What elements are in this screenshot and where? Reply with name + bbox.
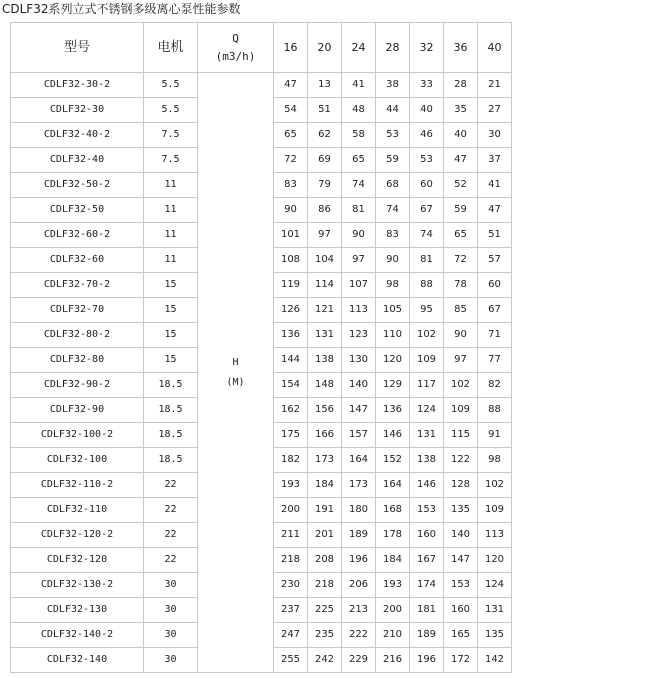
- head-value-cell: 79: [308, 173, 342, 198]
- head-value-cell: 77: [478, 348, 512, 373]
- head-value-cell: 119: [274, 273, 308, 298]
- motor-cell: 11: [144, 173, 198, 198]
- head-value-cell: 113: [342, 298, 376, 323]
- head-value-cell: 200: [376, 598, 410, 623]
- model-cell: CDLF32-140: [11, 648, 144, 673]
- head-value-cell: 82: [478, 373, 512, 398]
- head-value-cell: 110: [376, 323, 410, 348]
- head-value-cell: 153: [444, 573, 478, 598]
- head-value-cell: 37: [478, 148, 512, 173]
- head-value-cell: 230: [274, 573, 308, 598]
- head-value-cell: 38: [376, 73, 410, 98]
- head-value-cell: 156: [308, 398, 342, 423]
- head-value-cell: 47: [444, 148, 478, 173]
- flow-value-header: 24: [342, 23, 376, 73]
- flow-value-header: 36: [444, 23, 478, 73]
- flow-value-header: 20: [308, 23, 342, 73]
- head-value-cell: 242: [308, 648, 342, 673]
- table-row: [11, 73, 512, 98]
- head-value-cell: 53: [410, 148, 444, 173]
- model-cell: CDLF32-80-2: [11, 323, 144, 348]
- head-value-cell: 114: [308, 273, 342, 298]
- model-cell: CDLF32-30: [11, 98, 144, 123]
- head-value-cell: 191: [308, 498, 342, 523]
- model-cell: CDLF32-110-2: [11, 473, 144, 498]
- motor-cell: 22: [144, 523, 198, 548]
- motor-cell: 7.5: [144, 123, 198, 148]
- table-title: CDLF32系列立式不锈钢多级离心泵性能参数: [2, 2, 241, 16]
- head-value-cell: 129: [376, 373, 410, 398]
- head-value-cell: 51: [308, 98, 342, 123]
- flow-value-header: 32: [410, 23, 444, 73]
- head-value-cell: 102: [444, 373, 478, 398]
- head-value-cell: 206: [342, 573, 376, 598]
- table-body: [11, 23, 512, 673]
- model-cell: CDLF32-40: [11, 148, 144, 173]
- head-value-cell: 30: [478, 123, 512, 148]
- head-value-cell: 67: [410, 198, 444, 223]
- model-cell: CDLF32-120: [11, 548, 144, 573]
- head-value-cell: 21: [478, 73, 512, 98]
- head-value-cell: 175: [274, 423, 308, 448]
- model-header: 型号: [11, 23, 144, 73]
- head-value-cell: 98: [478, 448, 512, 473]
- model-cell: CDLF32-60-2: [11, 223, 144, 248]
- head-value-cell: 104: [308, 248, 342, 273]
- head-value-cell: 74: [342, 173, 376, 198]
- head-value-cell: 173: [342, 473, 376, 498]
- model-cell: CDLF32-30-2: [11, 73, 144, 98]
- head-value-cell: 101: [274, 223, 308, 248]
- head-value-cell: 189: [342, 523, 376, 548]
- head-value-cell: 65: [444, 223, 478, 248]
- head-value-cell: 51: [478, 223, 512, 248]
- head-value-cell: 57: [478, 248, 512, 273]
- head-value-cell: 68: [376, 173, 410, 198]
- head-value-cell: 85: [444, 298, 478, 323]
- head-value-cell: 182: [274, 448, 308, 473]
- head-value-cell: 86: [308, 198, 342, 223]
- head-value-cell: 181: [410, 598, 444, 623]
- motor-cell: 15: [144, 298, 198, 323]
- head-value-cell: 67: [478, 298, 512, 323]
- head-value-cell: 95: [410, 298, 444, 323]
- head-value-cell: 113: [478, 523, 512, 548]
- head-value-cell: 164: [342, 448, 376, 473]
- head-value-cell: 83: [274, 173, 308, 198]
- head-value-cell: 71: [478, 323, 512, 348]
- model-cell: CDLF32-40-2: [11, 123, 144, 148]
- head-value-cell: 53: [376, 123, 410, 148]
- head-value-cell: 120: [376, 348, 410, 373]
- head-value-cell: 72: [444, 248, 478, 273]
- flow-value-header: 16: [274, 23, 308, 73]
- head-value-cell: 59: [444, 198, 478, 223]
- motor-cell: 18.5: [144, 423, 198, 448]
- head-value-cell: 168: [376, 498, 410, 523]
- head-value-cell: 62: [308, 123, 342, 148]
- head-value-cell: 83: [376, 223, 410, 248]
- head-value-cell: 88: [410, 273, 444, 298]
- head-value-cell: 90: [444, 323, 478, 348]
- head-value-cell: 60: [478, 273, 512, 298]
- head-value-cell: 41: [342, 73, 376, 98]
- head-value-cell: 153: [410, 498, 444, 523]
- head-value-cell: 40: [444, 123, 478, 148]
- head-value-cell: 136: [274, 323, 308, 348]
- head-value-cell: 140: [342, 373, 376, 398]
- header-row: [11, 23, 512, 73]
- head-value-cell: 109: [478, 498, 512, 523]
- head-value-cell: 102: [410, 323, 444, 348]
- head-value-cell: 81: [410, 248, 444, 273]
- flow-value-header: 28: [376, 23, 410, 73]
- head-value-cell: 65: [342, 148, 376, 173]
- head-value-cell: 201: [308, 523, 342, 548]
- motor-cell: 22: [144, 548, 198, 573]
- model-cell: CDLF32-90-2: [11, 373, 144, 398]
- head-value-cell: 121: [308, 298, 342, 323]
- motor-cell: 22: [144, 473, 198, 498]
- head-value-cell: 147: [444, 548, 478, 573]
- head-value-cell: 52: [444, 173, 478, 198]
- performance-table: [10, 22, 512, 673]
- model-cell: CDLF32-80: [11, 348, 144, 373]
- flow-header: [198, 23, 274, 73]
- motor-cell: 30: [144, 623, 198, 648]
- head-label-cell: [198, 73, 274, 673]
- head-value-cell: 196: [410, 648, 444, 673]
- head-value-cell: 115: [444, 423, 478, 448]
- motor-cell: 11: [144, 223, 198, 248]
- head-value-cell: 41: [478, 173, 512, 198]
- motor-cell: 18.5: [144, 448, 198, 473]
- head-value-cell: 222: [342, 623, 376, 648]
- head-value-cell: 108: [274, 248, 308, 273]
- head-value-cell: 148: [308, 373, 342, 398]
- h-unit: (M): [226, 376, 245, 388]
- model-cell: CDLF32-50: [11, 198, 144, 223]
- head-value-cell: 109: [410, 348, 444, 373]
- motor-cell: 15: [144, 273, 198, 298]
- head-value-cell: 105: [376, 298, 410, 323]
- head-value-cell: 47: [274, 73, 308, 98]
- motor-cell: 18.5: [144, 398, 198, 423]
- head-value-cell: 213: [342, 598, 376, 623]
- head-value-cell: 160: [410, 523, 444, 548]
- head-value-cell: 152: [376, 448, 410, 473]
- motor-cell: 30: [144, 598, 198, 623]
- head-value-cell: 147: [342, 398, 376, 423]
- head-value-cell: 102: [478, 473, 512, 498]
- head-value-cell: 136: [376, 398, 410, 423]
- model-cell: CDLF32-60: [11, 248, 144, 273]
- model-cell: CDLF32-70-2: [11, 273, 144, 298]
- head-value-cell: 172: [444, 648, 478, 673]
- head-value-cell: 74: [410, 223, 444, 248]
- head-value-cell: 74: [376, 198, 410, 223]
- motor-header: 电机: [144, 23, 198, 73]
- head-value-cell: 65: [274, 123, 308, 148]
- head-value-cell: 208: [308, 548, 342, 573]
- q-unit: (m3/h): [215, 49, 256, 63]
- head-value-cell: 237: [274, 598, 308, 623]
- motor-cell: 30: [144, 573, 198, 598]
- head-value-cell: 174: [410, 573, 444, 598]
- head-value-cell: 128: [444, 473, 478, 498]
- head-value-cell: 122: [444, 448, 478, 473]
- head-value-cell: 178: [376, 523, 410, 548]
- head-value-cell: 157: [342, 423, 376, 448]
- head-value-cell: 58: [342, 123, 376, 148]
- head-value-cell: 142: [478, 648, 512, 673]
- head-value-cell: 40: [410, 98, 444, 123]
- head-value-cell: 124: [478, 573, 512, 598]
- head-value-cell: 59: [376, 148, 410, 173]
- head-value-cell: 78: [444, 273, 478, 298]
- head-value-cell: 225: [308, 598, 342, 623]
- head-value-cell: 33: [410, 73, 444, 98]
- head-value-cell: 189: [410, 623, 444, 648]
- motor-cell: 30: [144, 648, 198, 673]
- motor-cell: 11: [144, 198, 198, 223]
- head-value-cell: 60: [410, 173, 444, 198]
- head-value-cell: 229: [342, 648, 376, 673]
- head-value-cell: 166: [308, 423, 342, 448]
- head-value-cell: 47: [478, 198, 512, 223]
- head-value-cell: 81: [342, 198, 376, 223]
- head-value-cell: 123: [342, 323, 376, 348]
- model-cell: CDLF32-90: [11, 398, 144, 423]
- head-value-cell: 131: [478, 598, 512, 623]
- head-value-cell: 98: [376, 273, 410, 298]
- head-value-cell: 117: [410, 373, 444, 398]
- head-value-cell: 97: [444, 348, 478, 373]
- head-value-cell: 235: [308, 623, 342, 648]
- head-value-cell: 72: [274, 148, 308, 173]
- head-value-cell: 144: [274, 348, 308, 373]
- head-value-cell: 218: [274, 548, 308, 573]
- head-value-cell: 200: [274, 498, 308, 523]
- h-label: H: [232, 356, 239, 368]
- head-value-cell: 255: [274, 648, 308, 673]
- head-value-cell: 130: [342, 348, 376, 373]
- model-cell: CDLF32-130: [11, 598, 144, 623]
- head-value-cell: 210: [376, 623, 410, 648]
- head-value-cell: 120: [478, 548, 512, 573]
- head-value-cell: 184: [376, 548, 410, 573]
- model-cell: CDLF32-100: [11, 448, 144, 473]
- head-value-cell: 54: [274, 98, 308, 123]
- head-value-cell: 160: [444, 598, 478, 623]
- head-value-cell: 90: [274, 198, 308, 223]
- head-value-cell: 180: [342, 498, 376, 523]
- head-value-cell: 109: [444, 398, 478, 423]
- head-value-cell: 140: [444, 523, 478, 548]
- head-value-cell: 28: [444, 73, 478, 98]
- head-value-cell: 27: [478, 98, 512, 123]
- head-value-cell: 173: [308, 448, 342, 473]
- head-value-cell: 138: [410, 448, 444, 473]
- head-value-cell: 88: [478, 398, 512, 423]
- model-cell: CDLF32-130-2: [11, 573, 144, 598]
- model-cell: CDLF32-100-2: [11, 423, 144, 448]
- head-value-cell: 196: [342, 548, 376, 573]
- head-value-cell: 126: [274, 298, 308, 323]
- head-value-cell: 46: [410, 123, 444, 148]
- head-value-cell: 154: [274, 373, 308, 398]
- head-value-cell: 131: [410, 423, 444, 448]
- head-value-cell: 107: [342, 273, 376, 298]
- head-value-cell: 48: [342, 98, 376, 123]
- motor-cell: 18.5: [144, 373, 198, 398]
- head-value-cell: 138: [308, 348, 342, 373]
- motor-cell: 5.5: [144, 73, 198, 98]
- head-value-cell: 165: [444, 623, 478, 648]
- head-value-cell: 167: [410, 548, 444, 573]
- model-cell: CDLF32-110: [11, 498, 144, 523]
- motor-cell: 15: [144, 323, 198, 348]
- q-label: Q: [232, 31, 239, 45]
- head-value-cell: 193: [274, 473, 308, 498]
- flow-value-header: 40: [478, 23, 512, 73]
- model-cell: CDLF32-70: [11, 298, 144, 323]
- head-value-cell: 13: [308, 73, 342, 98]
- head-value-cell: 97: [342, 248, 376, 273]
- model-cell: CDLF32-120-2: [11, 523, 144, 548]
- head-value-cell: 91: [478, 423, 512, 448]
- head-value-cell: 131: [308, 323, 342, 348]
- head-value-cell: 193: [376, 573, 410, 598]
- motor-cell: 11: [144, 248, 198, 273]
- head-value-cell: 216: [376, 648, 410, 673]
- model-cell: CDLF32-50-2: [11, 173, 144, 198]
- motor-cell: 7.5: [144, 148, 198, 173]
- motor-cell: 22: [144, 498, 198, 523]
- head-value-cell: 135: [478, 623, 512, 648]
- head-value-cell: 90: [342, 223, 376, 248]
- motor-cell: 15: [144, 348, 198, 373]
- head-value-cell: 211: [274, 523, 308, 548]
- head-value-cell: 97: [308, 223, 342, 248]
- head-value-cell: 146: [410, 473, 444, 498]
- head-value-cell: 164: [376, 473, 410, 498]
- head-value-cell: 124: [410, 398, 444, 423]
- head-value-cell: 146: [376, 423, 410, 448]
- head-value-cell: 162: [274, 398, 308, 423]
- head-value-cell: 135: [444, 498, 478, 523]
- head-value-cell: 90: [376, 248, 410, 273]
- head-value-cell: 69: [308, 148, 342, 173]
- head-value-cell: 218: [308, 573, 342, 598]
- motor-cell: 5.5: [144, 98, 198, 123]
- head-value-cell: 184: [308, 473, 342, 498]
- model-cell: CDLF32-140-2: [11, 623, 144, 648]
- head-value-cell: 44: [376, 98, 410, 123]
- head-value-cell: 247: [274, 623, 308, 648]
- head-value-cell: 35: [444, 98, 478, 123]
